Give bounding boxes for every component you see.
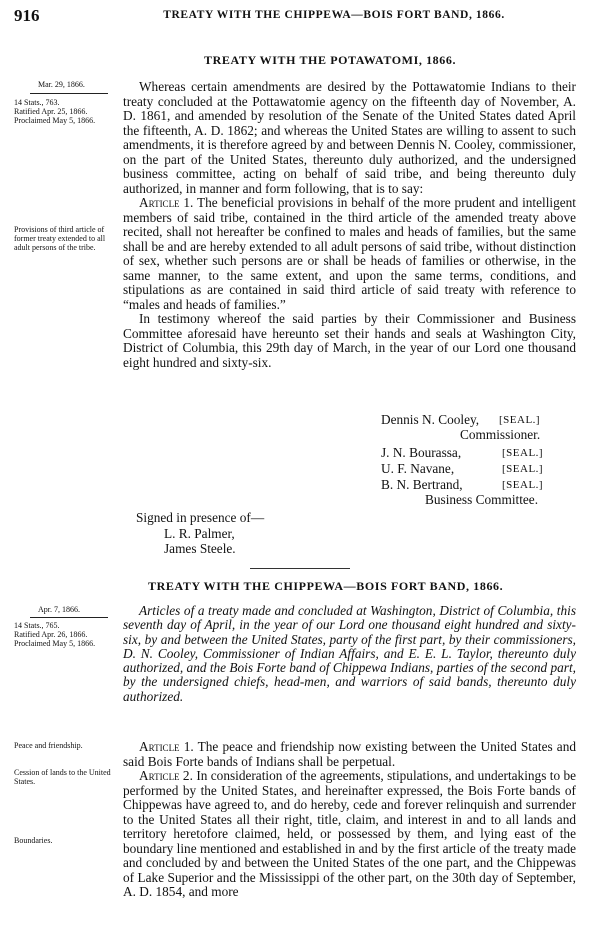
treaty2-intro-text: Articles of a treaty made and concluded at Washington, District of Columbia, this seventh day of April, in the year of our Lord one thousand eight hundred and sixty-six, by and between the United States, party of the first part, by their commissioners, D. N. Cooley, Commissioner of Indian Affairs, and E. E. L. Taylor, thereunto duly authorized, and the Bois Forte band of Chippewa Indians, parties of the second part, by the undersigned chiefs, head-men, and warriors of said bands, thereunto duly authorized.: [123, 603, 576, 704]
treaty1-date-rule: [30, 93, 108, 94]
treaty2-article1-label: Article 1.: [139, 739, 194, 754]
running-head: [14, 6, 586, 26]
treaty2-article1: [123, 740, 576, 769]
treaty2-stats: [14, 621, 120, 648]
seal-cooley: [SEAL.]: [499, 414, 541, 426]
sig-business-committee: Business Committee.: [425, 492, 539, 507]
treaty2-article1-text: The peace and friendship now existing between the United States and said Bois Forte bands of Indians shall be perpetual.: [123, 739, 577, 769]
treaty1-date: Mar. 29, 1866.: [38, 80, 85, 89]
treaty2-date-rule: [30, 617, 108, 618]
treaty2-articles: [123, 740, 576, 900]
treaty1-proclaimed: Proclaimed May 5, 1866.: [14, 116, 96, 125]
sig-commissioner: Commissioner.: [460, 427, 541, 442]
treaty1-article1: [123, 196, 576, 312]
treaty2-article2-text: In consideration of the agreements, stipulations, and undertakings to be performed by the United States, and hereinafter expressed, the Bois Forte bands of Chippewas have agreed to, and do hereby, cede and forever relinquish and surrender to the United States all their right, title, claim, and interest in and to all lands and territory heretofore claimed, held, or possessed by them, and lying east of the boundary line mentioned and established in and by the first article of the treaty made and concluded by and between the United States of the one part, and the Chippewas of Lake Superior and the Mississippi of the other part, on the 30th day of September, A. D. 1854, and more: [123, 768, 577, 899]
treaty2-title: TREATY WITH THE CHIPPEWA—BOIS FORT BAND, 1866.: [148, 579, 504, 593]
running-title: TREATY WITH THE CHIPPEWA—BOIS FORT BAND, 1866.: [163, 9, 505, 21]
sig-cooley: Dennis N. Cooley,: [381, 412, 480, 427]
page-number: 916: [14, 6, 40, 25]
treaty2-proclaimed: Proclaimed May 5, 1866.: [14, 639, 96, 648]
treaty2-date: Apr. 7, 1866.: [38, 605, 80, 614]
treaty1-ratified: Ratified Apr. 25, 1866.: [14, 107, 88, 116]
treaty1-stats: [14, 98, 120, 125]
treaty1-testimony: In testimony whereof the said parties by their Commissioner and Business Committee aforesaid have hereunto set their hands and seals at Washington City, District of Columbia, this 29th day of March, in the year of our Lord one thousand eight hundred and sixty-six.: [123, 311, 576, 370]
treaty1-preamble: Whereas certain amendments are desired by the Pottawatomie Indians to their treaty concluded at the Pottawatomie agency on the fifteenth day of November, A. D. 1861, and amended by resolution of the Senate of the United States dated April the fifteenth, A. D. 1862; and whereas the United States are willing to assent to such amendments, it is therefore agreed by and between Dennis N. Cooley, commissioner, on the part of the United States, thereunto duly authorized, and the undersigned business committee, acting on behalf of said tribe, and being thereunto duly authorized, in manner and form following, that is to say:: [123, 79, 576, 196]
treaty2-stats-ref: 14 Stats., 765.: [14, 621, 60, 630]
sig-navane: U. F. Navane,: [381, 461, 455, 476]
treaty2-article2-label: Article 2.: [139, 768, 193, 783]
treaty2-note-boundaries: Boundaries.: [14, 836, 53, 845]
treaty1-stats-ref: 14 Stats., 763.: [14, 98, 60, 107]
seal-bourassa: [SEAL.]: [502, 447, 544, 459]
seal-navane: [SEAL.]: [502, 463, 544, 475]
section-divider: [250, 568, 350, 569]
sig-bertrand: B. N. Bertrand,: [381, 477, 463, 492]
treaty1-title: TREATY WITH THE POTAWATOMI, 1866.: [204, 53, 457, 67]
treaty1-article1-text: The beneficial provisions in behalf of the more prudent and intelligent members of said tribe, contained in the third article of the amended treaty above recited, shall not hereafter be confined to males and heads of families, but the same shall be and are hereby extended to all adult persons of said tribe, without distinction of sex, whether such persons are or shall be heads of families or otherwise, in the same manner, to the same extent, and upon the same terms, conditions, and stipulations as are contained in said third article of said treaty with reference to “males and heads of families.”: [123, 195, 576, 312]
sig-palmer: L. R. Palmer,: [164, 526, 235, 541]
treaty2-note-peace: Peace and friendship.: [14, 741, 83, 750]
seal-bertrand: [SEAL.]: [502, 479, 544, 491]
sig-bourassa: J. N. Bourassa,: [381, 445, 462, 460]
treaty2-note-cession: Cession of lands to the United States.: [14, 768, 111, 786]
treaty2-ratified: Ratified Apr. 26, 1866.: [14, 630, 88, 639]
sig-presence: Signed in presence of—: [136, 510, 265, 525]
treaty2-article2: [123, 769, 576, 900]
treaty1-note-provisions: Provisions of third article of former treaty extended to all adult persons of the tribe.: [14, 225, 106, 252]
sig-steele: James Steele.: [164, 541, 236, 556]
treaty1-article1-label: Article 1.: [139, 195, 194, 210]
treaty1-body: [123, 80, 576, 370]
treaty2-intro: [123, 604, 576, 704]
